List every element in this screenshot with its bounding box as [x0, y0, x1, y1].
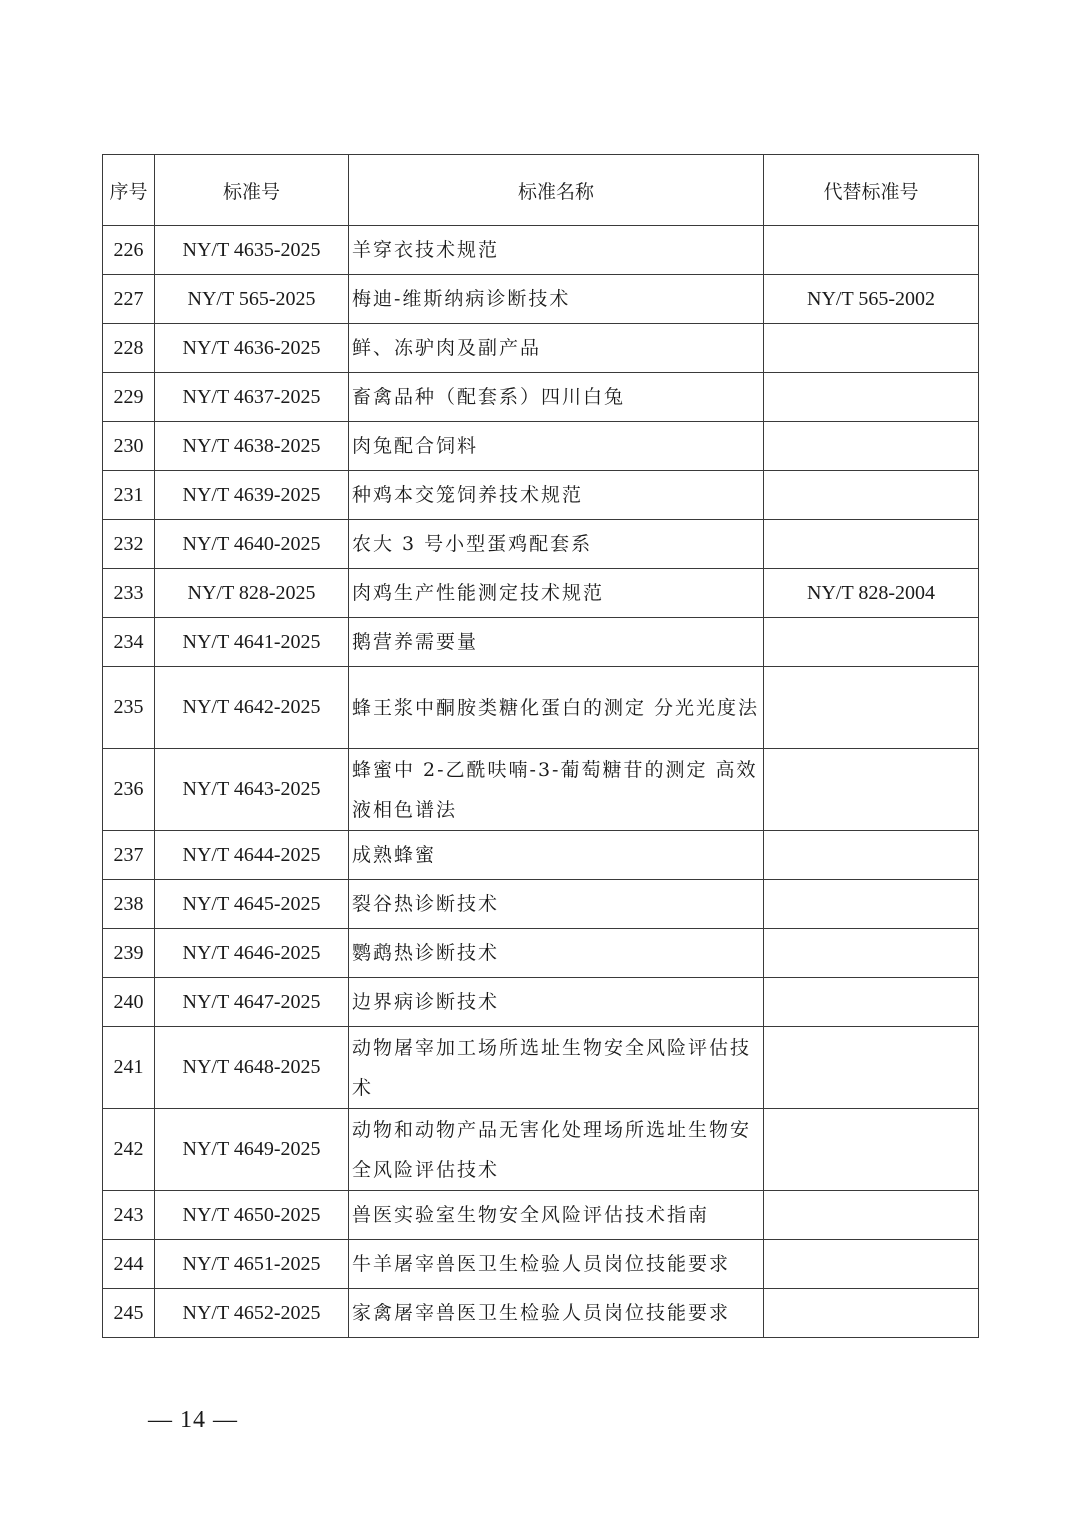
cell-serial-number: 233: [103, 569, 155, 618]
cell-serial-number: 239: [103, 929, 155, 978]
cell-standard-name: 畜禽品种（配套系）四川白兔: [349, 373, 764, 422]
cell-replaced-standard: [764, 422, 979, 471]
cell-standard-name: 裂谷热诊断技术: [349, 880, 764, 929]
table-row: [103, 978, 979, 1027]
cell-serial-number: 244: [103, 1240, 155, 1289]
cell-standard-name: 成熟蜂蜜: [349, 831, 764, 880]
cell-standard-name: 蜂王浆中酮胺类糖化蛋白的测定 分光光度法: [349, 667, 764, 749]
cell-standard-code: NY/T 4650-2025: [155, 1191, 349, 1240]
cell-standard-code: NY/T 565-2025: [155, 275, 349, 324]
cell-standard-name: 蜂蜜中 2-乙酰呋喃-3-葡萄糖苷的测定 高效液相色谱法: [349, 749, 764, 831]
table-row: [103, 618, 979, 667]
cell-standard-name: 家禽屠宰兽医卫生检验人员岗位技能要求: [349, 1289, 764, 1338]
cell-serial-number: 228: [103, 324, 155, 373]
cell-standard-name: 鲜、冻驴肉及副产品: [349, 324, 764, 373]
cell-standard-name: 鹅营养需要量: [349, 618, 764, 667]
cell-serial-number: 236: [103, 749, 155, 831]
cell-standard-name: 鹦鹉热诊断技术: [349, 929, 764, 978]
table-row: [103, 929, 979, 978]
table-row: [103, 1109, 979, 1191]
cell-replaced-standard: [764, 831, 979, 880]
table-row: [103, 520, 979, 569]
table-row: [103, 471, 979, 520]
cell-serial-number: 231: [103, 471, 155, 520]
table-row: [103, 569, 979, 618]
table-row: [103, 324, 979, 373]
cell-standard-code: NY/T 4647-2025: [155, 978, 349, 1027]
cell-replaced-standard: [764, 749, 979, 831]
cell-standard-name: 牛羊屠宰兽医卫生检验人员岗位技能要求: [349, 1240, 764, 1289]
cell-standard-name: 肉兔配合饲料: [349, 422, 764, 471]
cell-standard-name: 动物屠宰加工场所选址生物安全风险评估技术: [349, 1027, 764, 1109]
table-row: [103, 831, 979, 880]
cell-replaced-standard: [764, 1289, 979, 1338]
cell-replaced-standard: [764, 1027, 979, 1109]
table-header-row: [103, 155, 979, 226]
table-row: [103, 880, 979, 929]
cell-standard-name: 动物和动物产品无害化处理场所选址生物安全风险评估技术: [349, 1109, 764, 1191]
cell-replaced-standard: [764, 978, 979, 1027]
cell-serial-number: 232: [103, 520, 155, 569]
table-row: [103, 275, 979, 324]
cell-serial-number: 245: [103, 1289, 155, 1338]
cell-serial-number: 241: [103, 1027, 155, 1109]
header-standard-code: 标准号: [155, 155, 349, 226]
cell-standard-code: NY/T 4645-2025: [155, 880, 349, 929]
cell-replaced-standard: [764, 667, 979, 749]
cell-standard-code: NY/T 4640-2025: [155, 520, 349, 569]
cell-standard-name: 肉鸡生产性能测定技术规范: [349, 569, 764, 618]
standards-table: [102, 154, 979, 1338]
table-row: [103, 1240, 979, 1289]
table-row: [103, 226, 979, 275]
cell-serial-number: 226: [103, 226, 155, 275]
cell-serial-number: 238: [103, 880, 155, 929]
table-row: [103, 749, 979, 831]
cell-standard-name: 农大 3 号小型蛋鸡配套系: [349, 520, 764, 569]
cell-replaced-standard: [764, 1191, 979, 1240]
cell-standard-code: NY/T 4644-2025: [155, 831, 349, 880]
cell-standard-name: 边界病诊断技术: [349, 978, 764, 1027]
table-row: [103, 1027, 979, 1109]
cell-standard-code: NY/T 4649-2025: [155, 1109, 349, 1191]
cell-replaced-standard: [764, 471, 979, 520]
cell-replaced-standard: [764, 1240, 979, 1289]
header-serial-number: 序号: [103, 155, 155, 226]
cell-serial-number: 237: [103, 831, 155, 880]
cell-serial-number: 229: [103, 373, 155, 422]
header-replaced-standard: 代替标准号: [764, 155, 979, 226]
cell-standard-code: NY/T 4641-2025: [155, 618, 349, 667]
cell-standard-code: NY/T 4646-2025: [155, 929, 349, 978]
cell-standard-code: NY/T 4642-2025: [155, 667, 349, 749]
header-standard-name: 标准名称: [349, 155, 764, 226]
cell-serial-number: 242: [103, 1109, 155, 1191]
cell-replaced-standard: [764, 324, 979, 373]
cell-standard-name: 种鸡本交笼饲养技术规范: [349, 471, 764, 520]
cell-replaced-standard: [764, 929, 979, 978]
cell-serial-number: 234: [103, 618, 155, 667]
cell-standard-code: NY/T 4652-2025: [155, 1289, 349, 1338]
page-number: — 14 —: [148, 1407, 238, 1433]
table-row: [103, 667, 979, 749]
cell-replaced-standard: [764, 618, 979, 667]
cell-serial-number: 227: [103, 275, 155, 324]
cell-standard-code: NY/T 4651-2025: [155, 1240, 349, 1289]
cell-standard-name: 梅迪-维斯纳病诊断技术: [349, 275, 764, 324]
cell-standard-code: NY/T 4635-2025: [155, 226, 349, 275]
cell-replaced-standard: [764, 373, 979, 422]
cell-serial-number: 240: [103, 978, 155, 1027]
cell-serial-number: 230: [103, 422, 155, 471]
table-row: [103, 422, 979, 471]
cell-standard-code: NY/T 4637-2025: [155, 373, 349, 422]
table-row: [103, 373, 979, 422]
table-row: [103, 1289, 979, 1338]
cell-replaced-standard: NY/T 565-2002: [764, 275, 979, 324]
cell-standard-code: NY/T 4643-2025: [155, 749, 349, 831]
cell-replaced-standard: [764, 1109, 979, 1191]
cell-standard-code: NY/T 4636-2025: [155, 324, 349, 373]
cell-standard-code: NY/T 4639-2025: [155, 471, 349, 520]
cell-replaced-standard: [764, 520, 979, 569]
cell-replaced-standard: [764, 880, 979, 929]
cell-standard-code: NY/T 828-2025: [155, 569, 349, 618]
table-row: [103, 1191, 979, 1240]
cell-replaced-standard: [764, 226, 979, 275]
cell-standard-name: 兽医实验室生物安全风险评估技术指南: [349, 1191, 764, 1240]
cell-replaced-standard: NY/T 828-2004: [764, 569, 979, 618]
cell-standard-name: 羊穿衣技术规范: [349, 226, 764, 275]
cell-serial-number: 235: [103, 667, 155, 749]
cell-serial-number: 243: [103, 1191, 155, 1240]
cell-standard-code: NY/T 4648-2025: [155, 1027, 349, 1109]
cell-standard-code: NY/T 4638-2025: [155, 422, 349, 471]
